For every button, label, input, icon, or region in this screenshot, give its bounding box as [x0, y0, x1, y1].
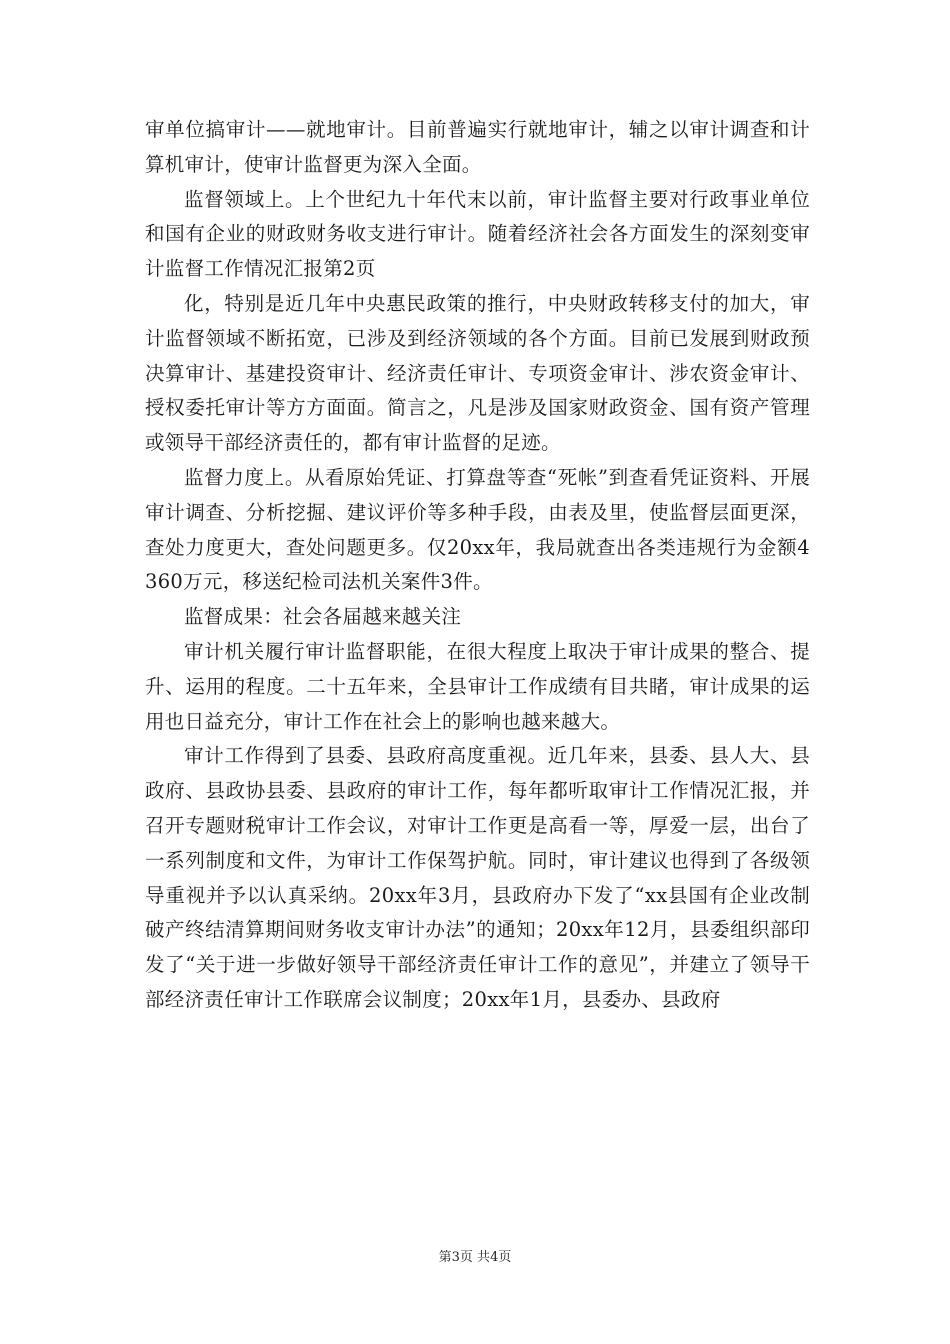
document-body — [145, 113, 810, 1018]
paragraph-3: 化，特别是近几年中央惠民政策的推行，中央财政转移支付的加大，审计监督领域不断拓宽，已涉及到经济领域的各个方面。目前已发展到财政预决算审计、基建投资审计、经济责任审计、专项资金审计、涉农资金审计、授权委托审计等方方面面。简言之，凡是涉及国家财政资金、国有资产管理或领导干部经济责任的，都有审计监督的足迹。 — [145, 291, 810, 455]
footer-prefix: 第 — [438, 1250, 452, 1265]
footer-middle: 页 共 — [459, 1250, 491, 1265]
footer-total-pages: 4 — [490, 1250, 499, 1265]
page-footer — [0, 1246, 950, 1265]
paragraph-6: 审计工作得到了县委、县政府高度重视。近几年来，县委、县人大、县政府、县政协县委、县政府的审计工作，每年都听取审计工作情况汇报，并召开专题财税审计工作会议，对审计工作更是高看一等，厚爱一层，出台了一系列制度和文件，为审计工作保驾护航。同时，审计建议也得到了各级领导重视并予以认真采纳。20xx年3月，县政府办下发了“xx县国有企业改制破产终结清算期间财务收支审计办法”的通知；20xx年12月，县委组织部印发了“关于进一步做好领导干部经济责任审计工作的意见”，并建立了领导干部经济责任审计工作联席会议制度；20xx年1月，县委办、县政府 — [145, 744, 810, 1011]
section-heading: 监督成果：社会各届越来越关注 — [184, 605, 462, 629]
paragraph-4: 监督力度上。从看原始凭证、打算盘等查“死帐”到查看凭证资料、开展审计调查、分析挖掘、建议评价等多种手段，由表及里，使监督层面更深，查处力度更大，查处问题更多。仅20xx年，我局就查出各类违规行为金额4360万元，移送纪检司法机关案件3件。 — [145, 465, 810, 594]
paragraph-5: 审计机关履行审计监督职能，在很大程度上取决于审计成果的整合、提升、运用的程度。二十五年来，全县审计工作成绩有目共睹，审计成果的运用也日益充分，审计工作在社会上的影响也越来越大。 — [145, 639, 810, 733]
footer-suffix: 页 — [498, 1250, 512, 1265]
footer-page-number: 3 — [451, 1250, 460, 1265]
paragraph-2: 监督领域上。上个世纪九十年代末以前，审计监督主要对行政事业单位和国有企业的财政财务收支进行审计。随着经济社会各方面发生的深刻变审计监督工作情况汇报第2页 — [145, 187, 810, 281]
paragraph-1: 审单位搞审计——就地审计。目前普遍实行就地审计，辅之以审计调查和计算机审计，使审计监督更为深入全面。 — [145, 118, 810, 176]
